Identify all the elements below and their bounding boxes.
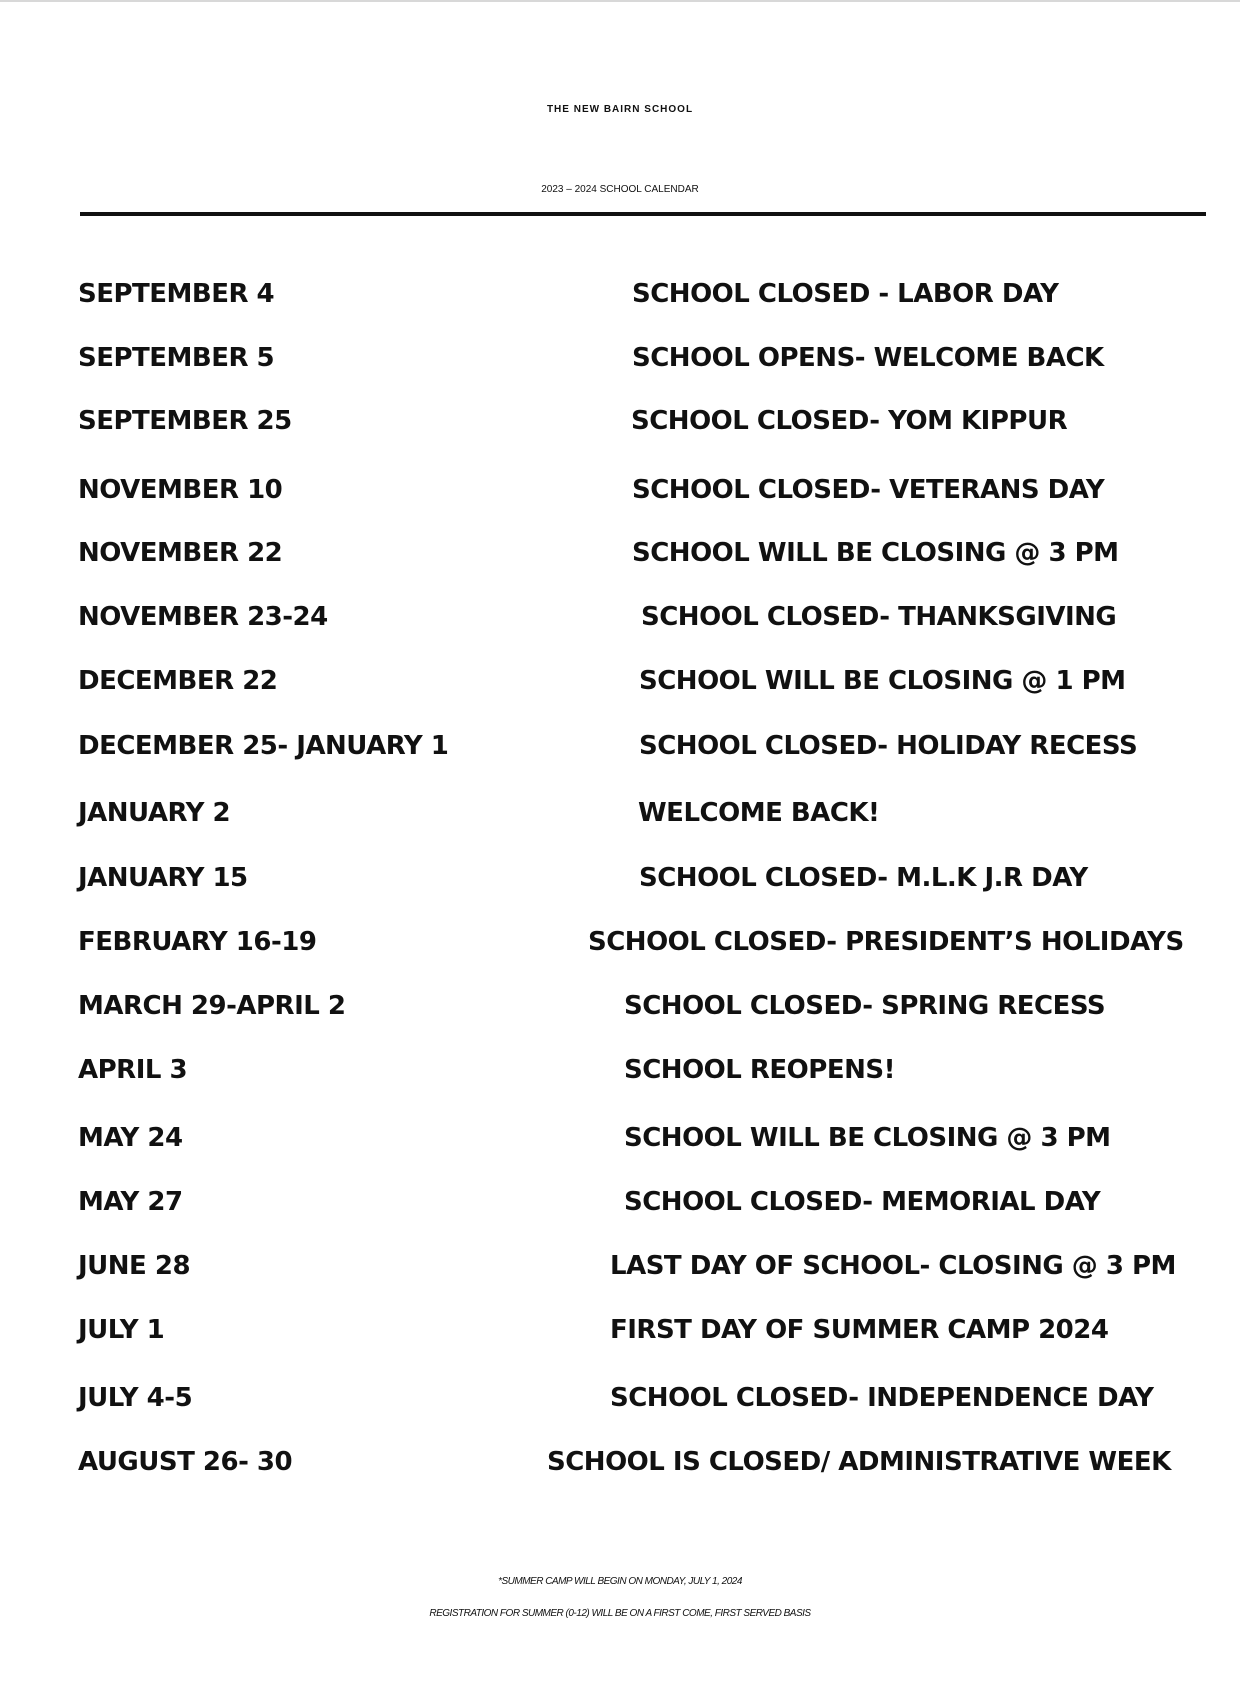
event-date: MARCH 29-APRIL 2 [78,991,346,1021]
event-description: SCHOOL CLOSED- VETERANS DAY [632,475,1105,505]
registration-note: REGISTRATION FOR SUMMER (0-12) WILL BE ON A FIRST COME, FIRST SERVED BASIS [429,1608,811,1619]
calendar-row [0,724,1240,768]
event-description: SCHOOL REOPENS! [624,1055,895,1085]
event-description: SCHOOL OPENS- WELCOME BACK [632,343,1104,373]
page-title: THE NEW BAIRN SCHOOL [546,104,694,115]
event-date: DECEMBER 22 [78,666,278,696]
event-date: DECEMBER 25- JANUARY 1 [78,731,449,761]
event-description: SCHOOL CLOSED - LABOR DAY [632,279,1059,309]
calendar-row [0,1440,1240,1484]
event-date: NOVEMBER 22 [78,538,283,568]
page-subtitle: 2023 – 2024 SCHOOL CALENDAR [541,184,699,195]
event-description: SCHOOL WILL BE CLOSING @ 1 PM [639,666,1126,696]
event-date: JANUARY 2 [78,798,231,828]
calendar-row [0,468,1240,512]
summer-camp-note: *SUMMER CAMP WILL BEGIN ON MONDAY, JULY 1, 2024 [498,1576,742,1587]
event-description: FIRST DAY OF SUMMER CAMP 2024 [610,1315,1109,1345]
calendar-row [0,1048,1240,1092]
event-description: SCHOOL CLOSED- M.L.K J.R DAY [639,863,1088,893]
calendar-row [0,920,1240,964]
event-description: SCHOOL WILL BE CLOSING @ 3 PM [624,1123,1111,1153]
event-description: SCHOOL CLOSED- PRESIDENT’S HOLIDAYS [588,927,1184,957]
event-description: SCHOOL CLOSED- INDEPENDENCE DAY [610,1383,1154,1413]
event-date: JANUARY 15 [78,863,248,893]
event-description: SCHOOL CLOSED- MEMORIAL DAY [624,1187,1101,1217]
event-date: APRIL 3 [78,1055,188,1085]
event-description: SCHOOL CLOSED- HOLIDAY RECESS [639,731,1138,761]
event-description: SCHOOL CLOSED- SPRING RECESS [624,991,1106,1021]
calendar-row [0,1116,1240,1160]
calendar-row [0,336,1240,380]
event-date: JULY 1 [78,1315,165,1345]
calendar-row [0,659,1240,703]
calendar-row [0,856,1240,900]
event-description: SCHOOL IS CLOSED/ ADMINISTRATIVE WEEK [547,1447,1171,1477]
event-description: SCHOOL CLOSED- THANKSGIVING [641,602,1117,632]
calendar-row [0,791,1240,835]
calendar-row [0,984,1240,1028]
event-date: MAY 27 [78,1187,183,1217]
event-date: SEPTEMBER 5 [78,343,275,373]
event-description: WELCOME BACK! [638,798,880,828]
event-date: SEPTEMBER 25 [78,406,292,436]
calendar-row [0,531,1240,575]
event-description: LAST DAY OF SCHOOL- CLOSING @ 3 PM [610,1251,1176,1281]
event-date: JUNE 28 [78,1251,191,1281]
event-date: JULY 4-5 [78,1383,193,1413]
calendar-row [0,1308,1240,1352]
event-date: FEBRUARY 16-19 [78,927,317,957]
event-date: NOVEMBER 23-24 [78,602,328,632]
calendar-row [0,1244,1240,1288]
calendar-row [0,595,1240,639]
calendar-row [0,1180,1240,1224]
event-date: SEPTEMBER 4 [78,279,275,309]
calendar-row [0,399,1240,443]
calendar-row [0,272,1240,316]
calendar-row [0,1376,1240,1420]
event-date: NOVEMBER 10 [78,475,283,505]
event-description: SCHOOL WILL BE CLOSING @ 3 PM [632,538,1119,568]
event-date: AUGUST 26- 30 [78,1447,293,1477]
event-date: MAY 24 [78,1123,183,1153]
event-description: SCHOOL CLOSED- YOM KIPPUR [631,406,1068,436]
